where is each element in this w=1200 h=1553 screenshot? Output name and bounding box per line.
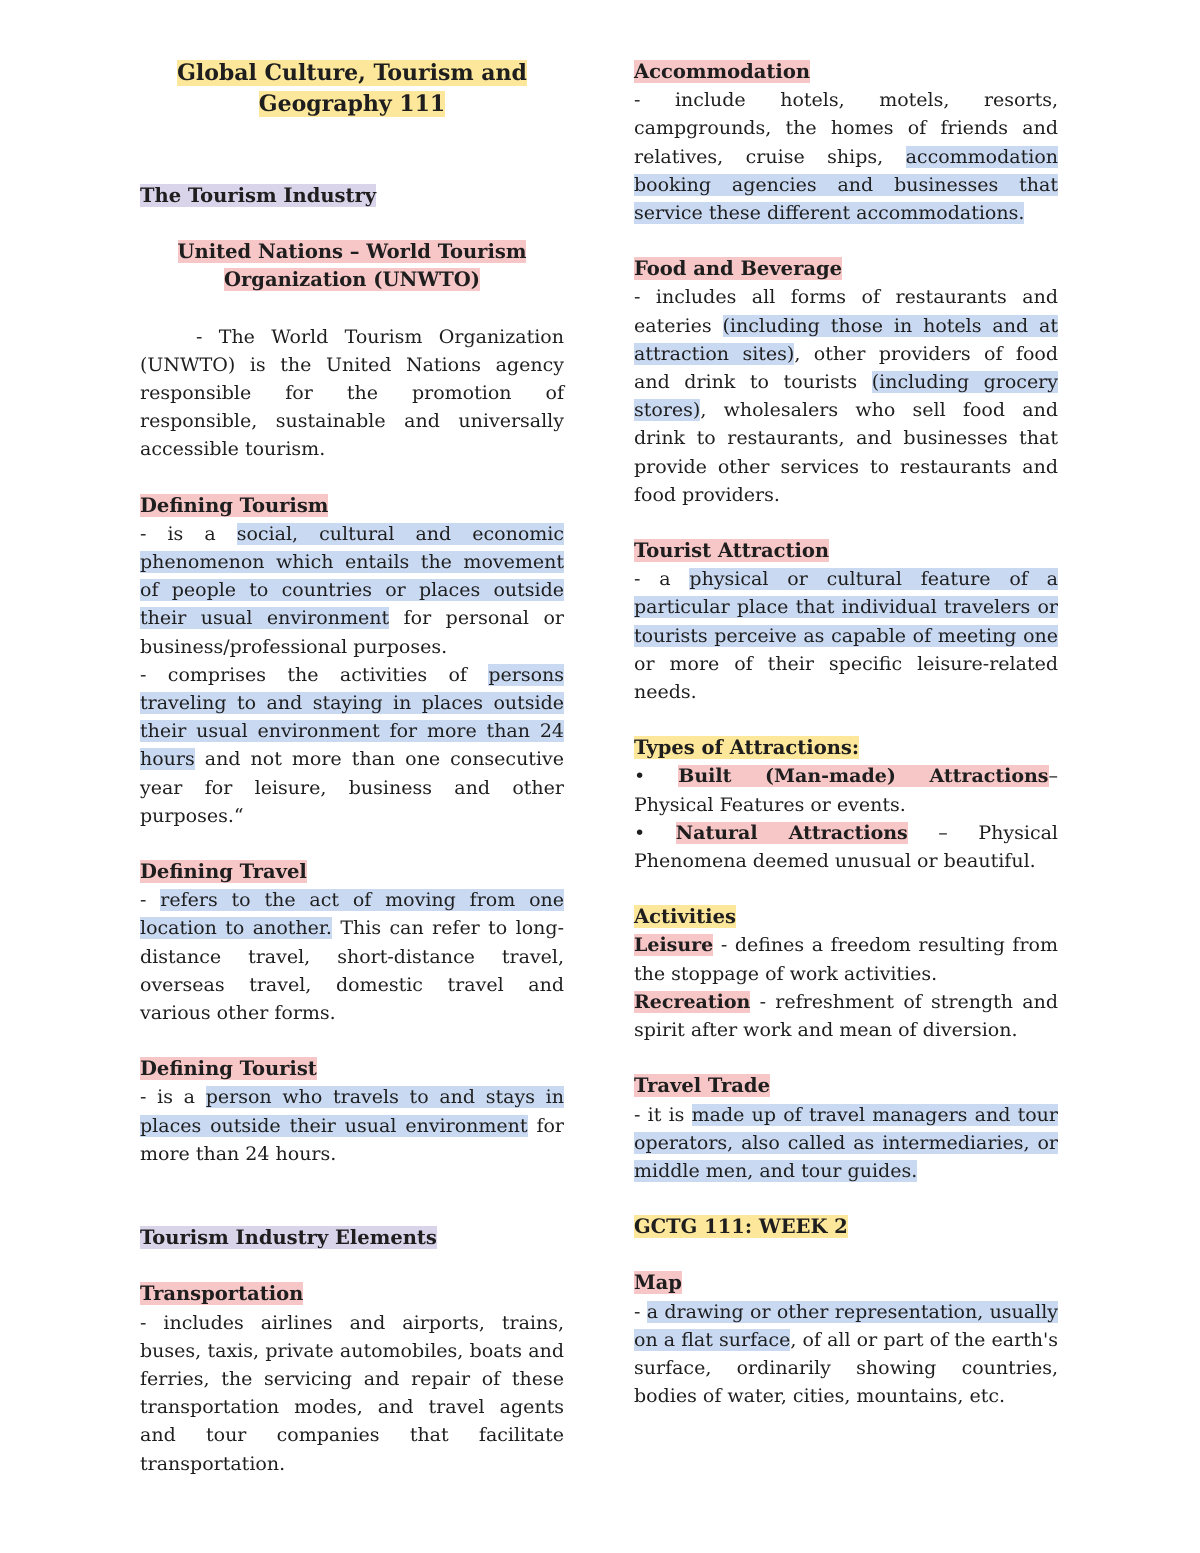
built-attractions-item: • Built (Man-made) Attractions– Physical Features or events. <box>634 765 1059 816</box>
activities-heading: Activities <box>634 905 736 929</box>
document-title-text: Global Culture, Tourism and Geography 111 <box>177 60 527 117</box>
defining-tourist-paragraph: - is a person who travels to and stays in places outside their usual environment for more than 24 hours. <box>140 1086 565 1165</box>
natural-attractions-item: • Natural Attractions – Physical Phenomena deemed unusual or beautiful. <box>634 821 1058 873</box>
transportation-heading: Transportation <box>140 1282 304 1306</box>
defining-tourism-heading: Defining Tourism <box>140 493 329 517</box>
elements-heading: Tourism Industry Elements <box>140 1226 437 1250</box>
accommodation-heading: Accommodation <box>634 60 811 83</box>
defining-tourism-paragraph-1: - is a social, cultural and economic phenomenon which entails the movement of people to countries or places outside their usual environment for personal or business/professional purposes. <box>140 522 564 658</box>
document-title <box>140 58 564 120</box>
tourism-industry-heading: The Tourism Industry <box>140 184 377 207</box>
accommodation-paragraph: - include hotels, motels, resorts, campgrounds, the homes of friends and relatives, cruise ships, accommodation booking agencies and businesses that service these different accommodations. <box>634 89 1058 225</box>
recreation-item: Recreation - refreshment of strength and spirit after work and mean of diversion. <box>634 990 1058 1042</box>
travel-trade-paragraph: - it is made up of travel managers and tour operators, also called as intermediaries, or middle men, and tour guides. <box>634 1103 1058 1182</box>
right-column <box>634 58 1058 1410</box>
transportation-paragraph: - includes airlines and airports, trains, buses, taxis, private automobiles, boats and ferries, the servicing and repair of these transportation modes, and travel agents and tour companies that facilitate transportation. <box>140 1311 564 1475</box>
bullet-icon: • <box>634 821 646 844</box>
map-heading: Map <box>634 1271 682 1295</box>
tourist-attraction-paragraph: - a physical or cultural feature of a particular place that individual travelers or tourists perceive as capable of meeting one or more of their specific leisure-related needs. <box>634 568 1059 704</box>
leisure-item: Leisure - defines a freedom resulting from the stoppage of work activities. <box>634 934 1058 985</box>
defining-travel-heading: Defining Travel <box>140 860 307 884</box>
left-column <box>140 58 564 1478</box>
types-of-attractions-heading: Types of Attractions: <box>634 736 860 760</box>
map-paragraph: - a drawing or other representation, usually on a flat surface, of all or part of the earth's surface, ordinarily showing countries, bodies of water, cities, mountains, etc. <box>634 1300 1059 1408</box>
food-beverage-heading: Food and Beverage <box>634 257 843 281</box>
unwto-paragraph: - The World Tourism Organization (UNWTO) is the United Nations agency responsible for the promotion of responsible, sustainable and universally accessible tourism. <box>140 325 564 461</box>
travel-trade-heading: Travel Trade <box>634 1074 770 1098</box>
defining-travel-paragraph: - refers to the act of moving from one location to another. This can refer to long-distance travel, short-distance travel, overseas travel, domestic travel and various other forms. <box>140 889 564 1025</box>
bullet-icon: • <box>634 765 646 788</box>
unwto-heading: United Nations – World Tourism Organization (UNWTO) <box>177 240 527 292</box>
week2-heading: GCTG 111: WEEK 2 <box>634 1215 848 1239</box>
tourist-attraction-heading: Tourist Attraction <box>634 539 830 563</box>
defining-tourist-heading: Defining Tourist <box>140 1057 317 1081</box>
defining-tourism-paragraph-2: - comprises the activities of persons traveling to and staying in places outside their usual environment for more than 24 hours and not more than one consecutive year for leisure, business and other purposes.“ <box>140 663 564 827</box>
food-beverage-paragraph: - includes all forms of restaurants and eateries (including those in hotels and at attraction sites), other providers of food and drink to tourists (including grocery stores), wholesalers who sell food and drink to restaurants, and businesses that provide other services to restaurants and food providers. <box>634 286 1059 506</box>
